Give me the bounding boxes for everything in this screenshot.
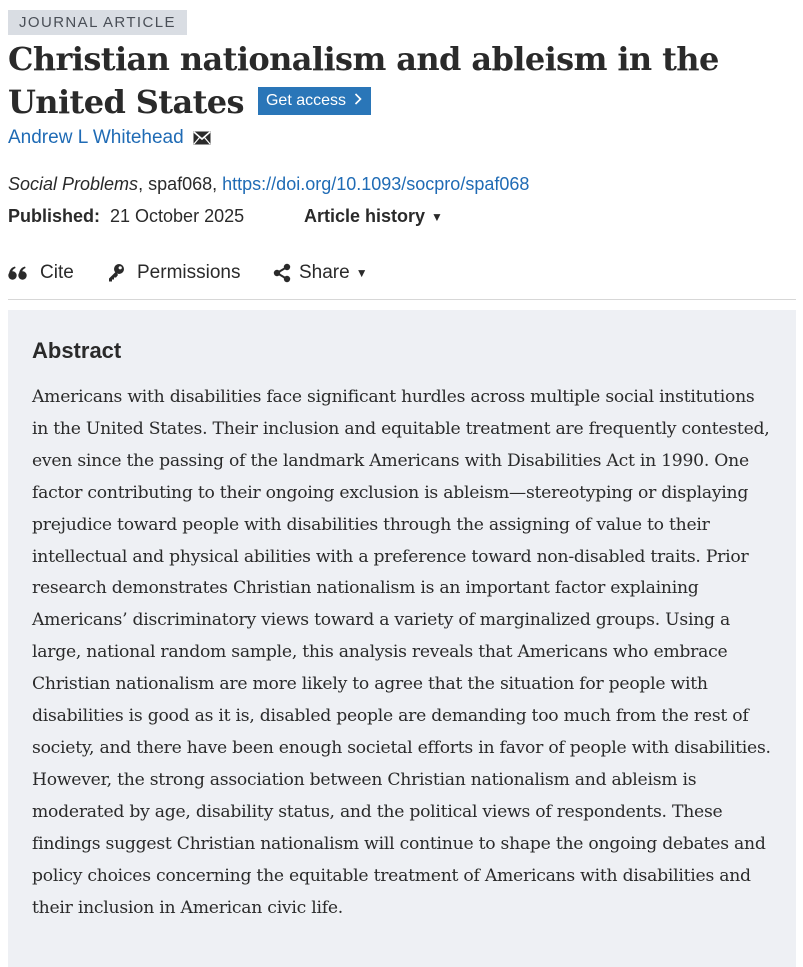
get-access-button[interactable] [258, 87, 371, 115]
published-label: Published: [8, 206, 101, 226]
article-history-toggle[interactable] [304, 204, 443, 229]
quote-icon [8, 265, 28, 281]
journal-name: Social Problems [8, 174, 139, 194]
article-history-label: Article history [304, 206, 426, 226]
divider [8, 299, 796, 300]
cite-label: Cite [40, 262, 74, 283]
share-icon [273, 263, 291, 283]
published-date: 21 October 2025 [110, 206, 245, 226]
permissions-label: Permissions [137, 262, 241, 283]
citation-line [8, 172, 529, 196]
share-label: Share [299, 262, 350, 283]
caret-down-icon: ▼ [355, 266, 368, 280]
cite-button[interactable] [8, 262, 74, 284]
published-row [8, 204, 443, 228]
abstract-section [8, 310, 796, 967]
citation-separator: , [212, 174, 223, 194]
abstract-text: Americans with disabilities face significant hurdles across multiple social institutions in the United States. Their inclusion and equitable treatment are frequently contested, even since the passing of the landmark Americans with Disabilities Act in 1990. One factor contributing to their ongoing exclusion is ableism—stereotyping or displaying prejudice toward people with disabilities through the assigning of value to their intellectual and physical abilities with a preference toward non-disabled traits. Prior research demonstrates Christian nationalism is an important factor explaining Americans’ discriminatory views toward a variety of marginalized groups. Using a large, national random sample, this analysis reveals that Americans who embrace Christian nationalism are more likely to agree that the situation for people with disabilities is good as it is, disabled people are demanding too much from the rest of society, and there have been enough societal efforts in favor of people with disabilities. However, the strong association between Christian nationalism and ableism is moderated by age, disability status, and the political views of respondents. These findings suggest Christian nationalism will continue to shape the ongoing debates and policy choices concerning the equitable treatment of Americans with disabilities and their inclusion in American civic life. [32, 387, 771, 918]
author-row [8, 126, 211, 150]
article-id: spaf068 [148, 174, 213, 194]
article-type-badge: JOURNAL ARTICLE [8, 10, 187, 35]
caret-down-icon: ▼ [431, 210, 443, 224]
author-link[interactable]: Andrew L Whitehead [8, 127, 184, 148]
permissions-button[interactable] [107, 262, 240, 284]
abstract-heading: Abstract [32, 338, 122, 363]
doi-link[interactable]: https://doi.org/10.1093/socpro/spaf068 [222, 174, 530, 194]
mail-icon[interactable] [193, 131, 211, 145]
article-title [8, 38, 768, 124]
share-button[interactable] [273, 262, 368, 284]
article-title-text: Christian nationalism and ableism in the United States [8, 40, 719, 121]
citation-separator: , [138, 174, 149, 194]
chevron-right-icon [354, 87, 362, 115]
key-icon [107, 263, 125, 283]
get-access-label: Get access [265, 92, 346, 109]
